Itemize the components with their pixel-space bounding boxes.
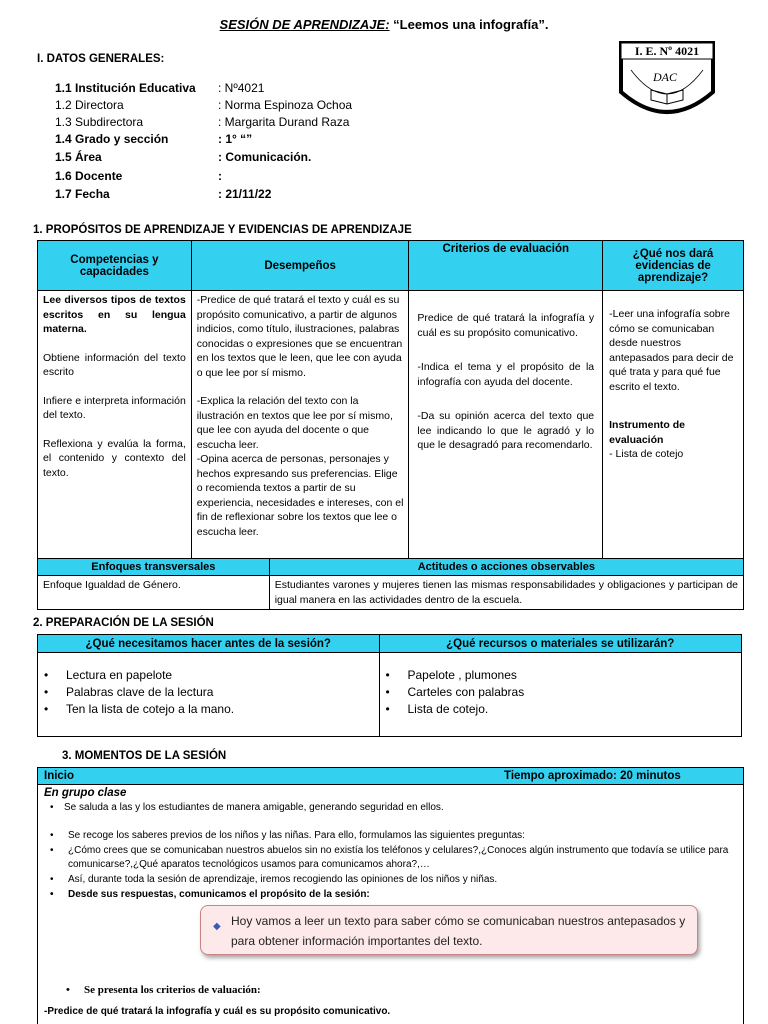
evidencia-text: -Leer una infografía sobre cómo se comunicaban desde nuestros antepasados para decir de qué trata y para qué fue escrito el texto. <box>609 308 734 393</box>
datos-value: : Comunicación. <box>218 150 312 164</box>
criterio-item: Predice de qué tratará la infografía y cuál es su propósito comunicativo. <box>417 312 595 339</box>
logo-monogram: DAC <box>653 70 677 84</box>
list-item: • Papelote , plumones <box>380 667 742 684</box>
desempeno-item: -Explica la relación del texto con la ilustración en textos que lee por sí mismo, que lee con ayuda del docente o que escucha leer. <box>196 395 393 451</box>
datos-value: : Norma Espinoza Ochoa <box>218 98 353 112</box>
title-name: “Leemos una infografía”. <box>393 17 549 32</box>
antes-header: ¿Qué necesitamos hacer antes de la sesión? <box>38 635 380 653</box>
criterios-cell <box>409 291 603 559</box>
competencias-cell <box>38 291 192 559</box>
criterio-item: -Indica el tema y el propósito de la infografía con ayuda del docente. <box>417 361 595 388</box>
inicio-header <box>38 768 744 785</box>
logo-top-text: I. E. Nº 4021 <box>634 44 700 58</box>
diamond-bullet-icon: ◆ <box>213 921 221 932</box>
inicio-label: Inicio <box>44 770 75 782</box>
antes-cell <box>38 653 380 737</box>
grupo-clase-subtitle: En grupo clase <box>44 787 127 799</box>
enfoque-value: Enfoque Igualdad de Género. <box>38 576 270 610</box>
document-title <box>0 17 768 32</box>
datos-value: : 1° “” <box>218 132 253 146</box>
datos-heading: I. DATOS GENERALES: <box>37 53 165 65</box>
header-competencias: Competencias y capacidades <box>38 241 192 291</box>
preparacion-table <box>37 634 742 737</box>
capacidad-item: Obtiene información del texto escrito <box>43 351 186 378</box>
preparacion-heading: 2. PREPARACIÓN DE LA SESIÓN <box>33 617 214 629</box>
actitudes-header: Actitudes o acciones observables <box>269 559 743 576</box>
datos-value: : 21/11/22 <box>218 187 272 201</box>
momentos-heading: 3. MOMENTOS DE LA SESIÓN <box>62 750 227 762</box>
criterio-final: -Predice de qué tratará la infografía y cuál es su propósito comunicativo. <box>44 1006 391 1017</box>
list-item: • Ten la lista de cotejo a la mano. <box>38 701 379 718</box>
momento-item: • Se saluda a las y los estudiantes de manera amigable, generando seguridad en ellos. <box>44 801 737 815</box>
datos-label: 1.7 Fecha <box>55 187 110 201</box>
datos-label: 1.5 Área <box>55 150 102 164</box>
datos-value: : Margarita Durand Raza <box>218 115 350 129</box>
evidencias-cell <box>603 291 744 559</box>
title-prefix: SESIÓN DE APRENDIZAJE: <box>219 17 390 32</box>
recursos-cell <box>379 653 742 737</box>
list-item: • Lectura en papelote <box>38 667 379 684</box>
header-criterios: Criterios de evaluación <box>409 241 603 291</box>
enfoques-table <box>37 558 744 610</box>
propositos-table <box>37 240 744 559</box>
datos-value: : <box>218 169 222 183</box>
instrumento-value: - Lista de cotejo <box>609 448 684 460</box>
list-item: • Palabras clave de la lectura <box>38 684 379 701</box>
datos-value: : Nº4021 <box>218 81 265 95</box>
datos-label: 1.6 Docente <box>55 169 123 183</box>
school-logo <box>617 40 717 122</box>
header-evidencias: ¿Qué nos dará evidencias de aprendizaje? <box>603 241 744 291</box>
callout-text: Hoy vamos a leer un texto para saber cómo se comunicaban nuestros antepasados y para obtener información importantes del texto. <box>231 914 686 948</box>
enfoques-header: Enfoques transversales <box>38 559 270 576</box>
momento-item: • Se recoge los saberes previos de los niños y las niñas. Para ello, formulamos las siguientes preguntas: <box>44 829 737 843</box>
desempeno-item: -Opina acerca de personas, personajes y hechos expresando sus preferencias. Elige o recomienda textos a partir de su experiencia, necesidades e intereses, con el fin de reflexionar sobre los textos que lee o escucha leer. <box>196 453 404 538</box>
propositos-heading: 1. PROPÓSITOS DE APRENDIZAJE Y EVIDENCIAS DE APRENDIZAJE <box>33 224 412 236</box>
datos-label: 1.3 Subdirectora <box>55 115 144 129</box>
competencia-main: Lee diversos tipos de textos escritos en su lengua materna. <box>43 294 186 335</box>
desempenos-cell <box>191 291 409 559</box>
capacidad-item: Infiere e interpreta información del texto. <box>43 394 186 421</box>
list-item: • Lista de cotejo. <box>380 701 742 718</box>
momento-item: • ¿Cómo crees que se comunicaban nuestros abuelos sin no existía los teléfonos y celulares?,¿Conoces algún instrumento que todavía se utilice para comunicarse?,¿Qué aparatos tecnológicos usamos para comunicamos ahora?,… <box>44 844 737 872</box>
list-item: • Carteles con palabras <box>380 684 742 701</box>
criterios-intro: • Se presenta los criterios de valuación: <box>60 983 261 997</box>
header-desempenos: Desempeños <box>191 241 409 291</box>
actitud-value: Estudiantes varones y mujeres tienen las mismas responsabilidades y obligaciones y participan de igual manera en las actividades dentro de la escuela. <box>269 576 743 610</box>
momento-item: • Así, durante toda la sesión de aprendizaje, iremos recogiendo las opiniones de los niños y niñas. <box>44 873 737 887</box>
datos-label: 1.1 Institución Educativa <box>55 81 196 95</box>
capacidad-item: Reflexiona y evalúa la forma, el contenido y contexto del texto. <box>43 437 186 479</box>
proposito-callout <box>200 905 698 955</box>
recursos-header: ¿Qué recursos o materiales se utilizarán? <box>379 635 742 653</box>
instrumento-label: Instrumento de evaluación <box>609 419 685 446</box>
momentos-table <box>37 767 744 1024</box>
criterio-item: -Da su opinión acerca del texto que lee indicando lo que le agradó y lo que le desagradó para recomendarlo. <box>417 410 595 451</box>
datos-label: 1.2 Directora <box>55 98 124 112</box>
datos-label: 1.4 Grado y sección <box>55 132 169 146</box>
momento-item: • Desde sus respuestas, comunicamos el propósito de la sesión: <box>44 888 737 902</box>
tiempo-label: Tiempo aproximado: 20 minutos <box>504 770 681 782</box>
desempeno-item: -Predice de qué tratará el texto y cuál es su propósito comunicativo, a partir de algunos indicios, como título, ilustraciones, palabras conocidas o expresiones que se encuentran en los textos que le leen, que lee con ayuda o que lee por sí mismo. <box>196 294 403 379</box>
